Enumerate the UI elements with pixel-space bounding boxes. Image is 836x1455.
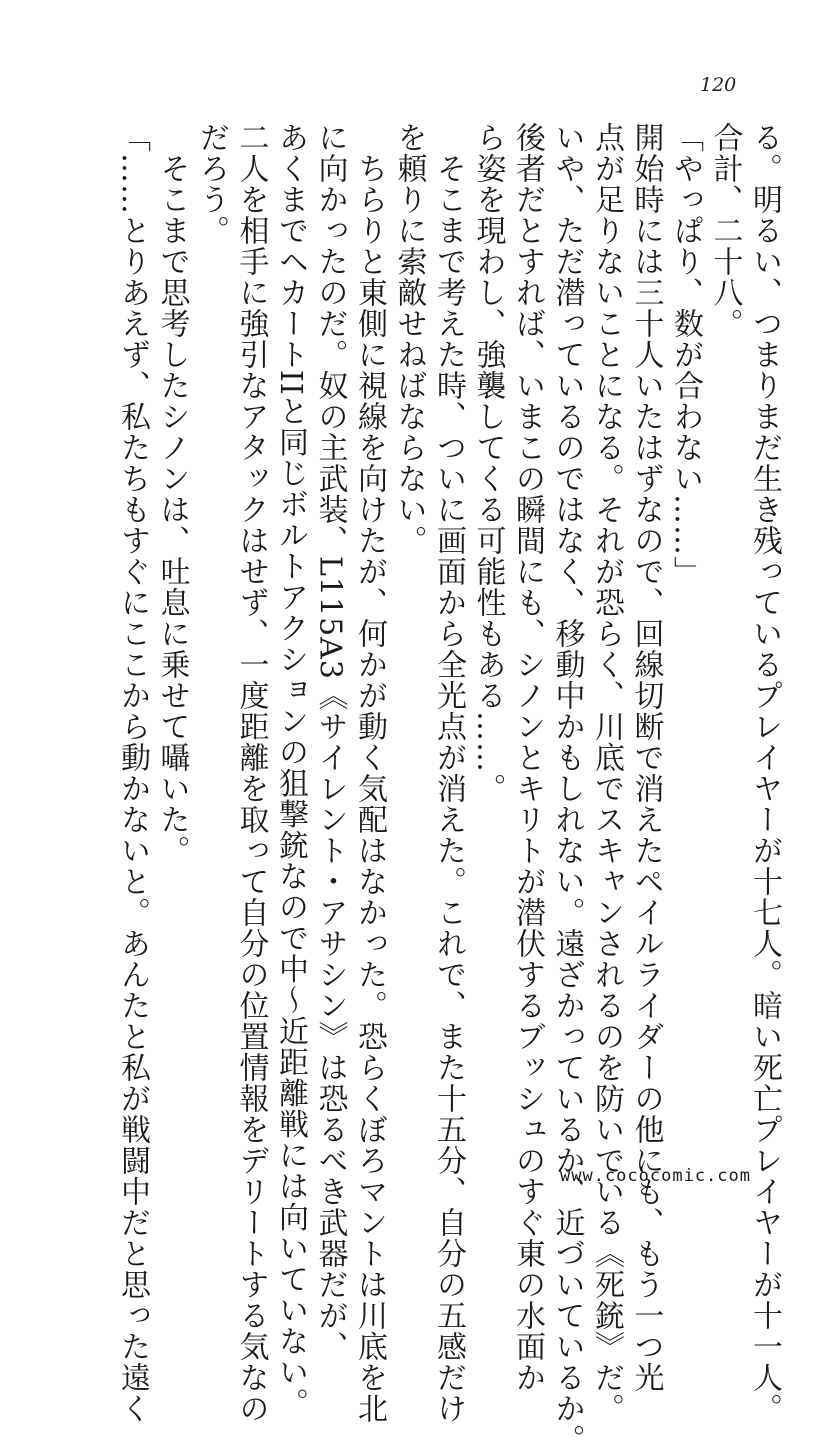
text-line: 後者だとすれば、いまこの瞬間にも、シノンとキリトが潜伏するブッシュのすぐ東の水面か — [510, 122, 545, 1393]
text-line: ら姿を現わし、強襲してくる可能性もある……。 — [470, 122, 506, 804]
text-line: 開始時には三十人いたはずなので、回線切断で消えたペイルライダーの他にも、もう一つ光 — [628, 122, 664, 1393]
text-line: 二人を相手に強引なアタックはせず、一度距離を取って自分の位置情報をデリートする気なの — [233, 122, 269, 1424]
text-line: あくまでヘカートIIと同じボルトアクションの狙撃銃なので中〜近距離戦には向いていない。 — [273, 122, 308, 1419]
text-line: 「……とりあえず、私たちもすぐにここから動かないと。あんたと私が戦闘中だと思った遠く — [115, 122, 150, 1424]
text-line: そこまで考えた時、ついに画面から全光点が消えた。これで、また十五分、自分の五感だけ — [431, 122, 466, 1424]
text-line: ちらりと東側に視線を向けたが、何かが動く気配はなかった。恐らくぼろマントは川底を北 — [352, 122, 387, 1424]
text-line: いや、ただ潜っているのではなく、移動中かもしれない。遠ざかっているか、近づいているか。 — [549, 122, 585, 1455]
text-line: 点が足りないことになる。それが恐らく、川底でスキャンされるのを防いでいる《死銃》だ。 — [589, 122, 624, 1424]
text-line: を頼りに索敵せねばならない。 — [391, 122, 427, 556]
text-line: 合計、二十八。 — [707, 122, 743, 339]
text-line: そこまで思考したシノンは、吐息に乗せて囁いた。 — [154, 122, 190, 866]
text-line: る。明るい、つまりまだ生き残っているプレイヤーが十七人。暗い死亡プレイヤーが十一人。 — [747, 122, 782, 1424]
text-line: 「やっぱり、数が合わない……」 — [668, 122, 703, 587]
page-number: 120 — [700, 74, 737, 96]
text-line: に向かったのだ。奴の主武装、L115A3《サイレント・アサシン》は恐るべき武器だが、 — [312, 122, 348, 1362]
text-line: だろう。 — [194, 122, 229, 246]
watermark-url: www.cococomic.com — [560, 1166, 751, 1186]
